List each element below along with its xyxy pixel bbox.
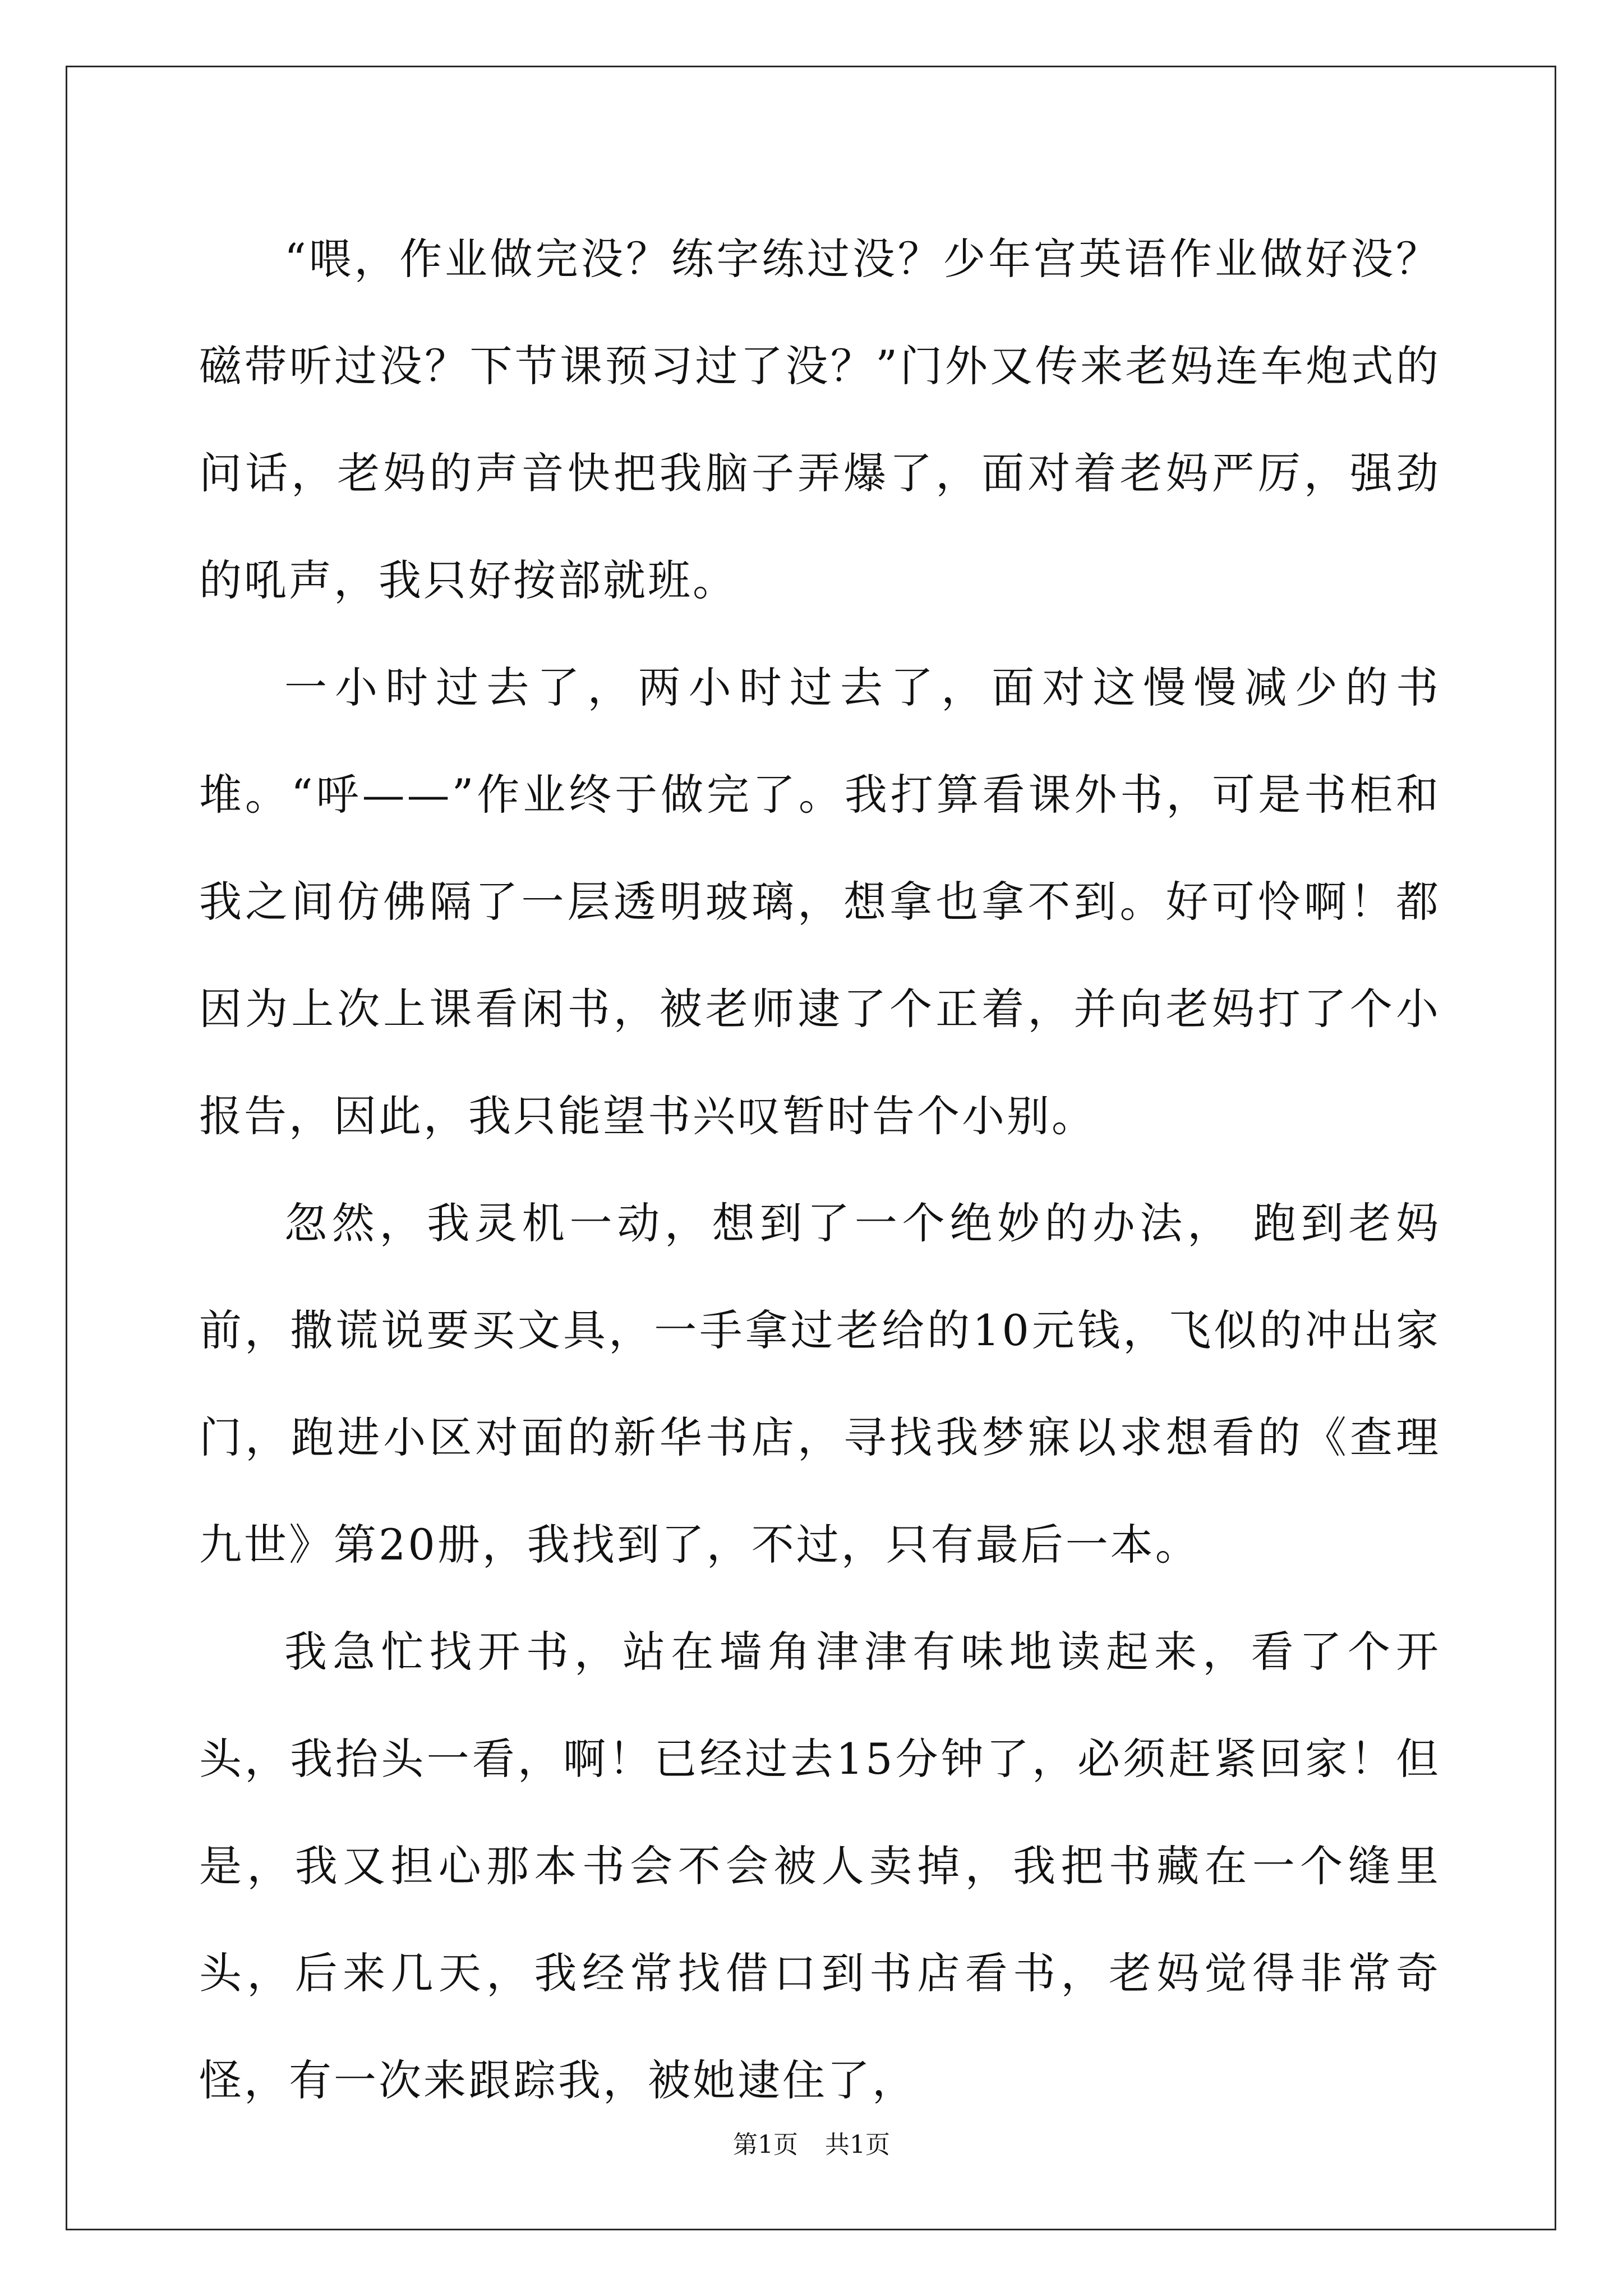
page-footer <box>0 2128 1623 2162</box>
paragraph-1: “喂，作业做完没？练字练过没？少年宫英语作业做好没？磁带听过没？下节课预习过了没？”门外又传来老妈连车炮式的问话，老妈的声音快把我脑子弄爆了，面对着老妈严厉，强劲的吼声，我只好按部就班。 <box>199 234 1441 605</box>
page-total: 共1页 <box>825 2131 890 2159</box>
paragraph-4: 我急忙找开书，站在墙角津津有味地读起来，看了个开头，我抬头一看，啊！已经过去15分钟了，必须赶紧回家！但是，我又担心那本书会不会被人卖掉，我把书藏在一个缝里头，后来几天，我经常找借口到书店看书，老妈觉得非常奇怪，有一次来跟踪我，被她逮住了， <box>199 1627 1441 2105</box>
document-body <box>199 205 1441 2134</box>
paragraph-3: 忽然，我灵机一动，想到了一个绝妙的办法， 跑到老妈前，撒谎说要买文具，一手拿过老给的10元钱，飞似的冲出家门，跑进小区对面的新华书店，寻找我梦寐以求想看的《查理九世》第20册，我找到了，不过，只有最后一本。 <box>199 1198 1441 1570</box>
paragraph-2: 一小时过去了，两小时过去了，面对这慢慢减少的书堆。“呼——”作业终于做完了。我打算看课外书，可是书柜和我之间仿佛隔了一层透明玻璃，想拿也拿不到。好可怜啊！都因为上次上课看闲书，被老师逮了个正着，并向老妈打了个小报告，因此，我只能望书兴叹暂时告个小别。 <box>199 662 1441 1141</box>
page-number: 第1页 <box>733 2131 798 2159</box>
